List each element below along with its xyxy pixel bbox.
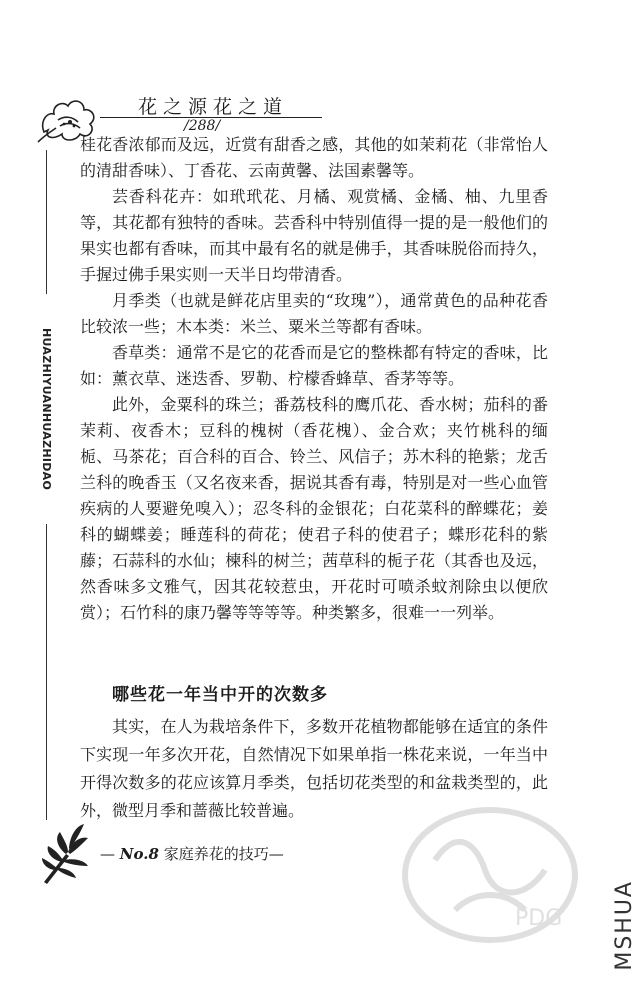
body-paragraph: 芸香科花卉：如玳玳花、月橘、观赏橘、金橘、柚、九里香等，其花都有独特的香味。芸香科中特别值得一提的是一般他们的果实也都有香味，而其中最有名的就是佛手，其香味脱俗而持久，手握过佛手果实则一天半日均带清香。	[80, 187, 548, 284]
section-heading: 哪些花一年当中开的次数多	[112, 685, 328, 705]
footer-chapter-title: 家庭养花的技巧	[163, 845, 269, 863]
body-paragraph: 香草类：通常不是它的花香而是它的整株都有特定的香味，比如：薰衣草、迷迭香、罗勒、柠檬香蜂草、香茅等等。	[80, 343, 548, 388]
section-paragraph: 其实，在人为栽培条件下，多数开花植物都能够在适宜的条件下实现一年多次开花，自然情况下如果单指一株花来说，一年当中开得次数多的花应该算月季类，包括切花类型的和盆栽类型的，此外，微型月季和蔷薇比较普遍。	[80, 717, 548, 820]
side-label: HUAZHIYUANHUAZHIDAO	[38, 294, 54, 524]
body-paragraph: 此外，金粟科的珠兰；番荔枝科的鹰爪花、香水树；茄科的番茉莉、夜香木；豆科的槐树（香花槐）、金合欢；夹竹桃科的缅栀、马茶花；百合科的百合、铃兰、风信子；苏木科的艳紫；龙舌兰科的晚香玉（又名夜来香，据说其香有毒，特别是对一些心血管疾病的人要避免嗅入）；忍冬科的金银花；白花菜科的醉蝶花；姜科的蝴蝶姜；睡莲科的荷花；使君子科的使君子；蝶形花科的紫藤；石蒜科的水仙；楝科的树兰；茜草科的栀子花（其香也及远，然香味多文雅气，因其花较惹虫，开花时可喷杀蚊剂除虫以便欣赏）；石竹科的康乃馨等等等等。种类繁多，很难一一列举。	[80, 395, 548, 622]
footer-dash-left: —	[100, 845, 115, 863]
side-watermark: MSHUA	[612, 880, 637, 971]
seal-watermark	[395, 800, 585, 950]
body-paragraph: 月季类（也就是鲜花店里卖的“玫瑰”），通常黄色的品种花香比较浓一些；木本类：米兰、粟米兰等都有香味。	[80, 291, 548, 336]
seal-watermark-text: PDG	[515, 906, 563, 931]
body-paragraph: 桂花香浓郁而及远，近赏有甜香之感，其他的如茉莉花（非常怡人的清甜香味）、丁香花、云南黄馨、法国素馨等。	[80, 135, 548, 180]
footer-dash-right: —	[268, 845, 284, 863]
leaf-ornament-icon	[36, 818, 102, 886]
footer-caption	[100, 843, 284, 864]
page-number: /288/	[184, 118, 221, 134]
body-text	[80, 132, 548, 626]
running-head-title: 花之源花之道	[138, 96, 289, 118]
footer-chapter-number: No.8	[119, 845, 159, 863]
